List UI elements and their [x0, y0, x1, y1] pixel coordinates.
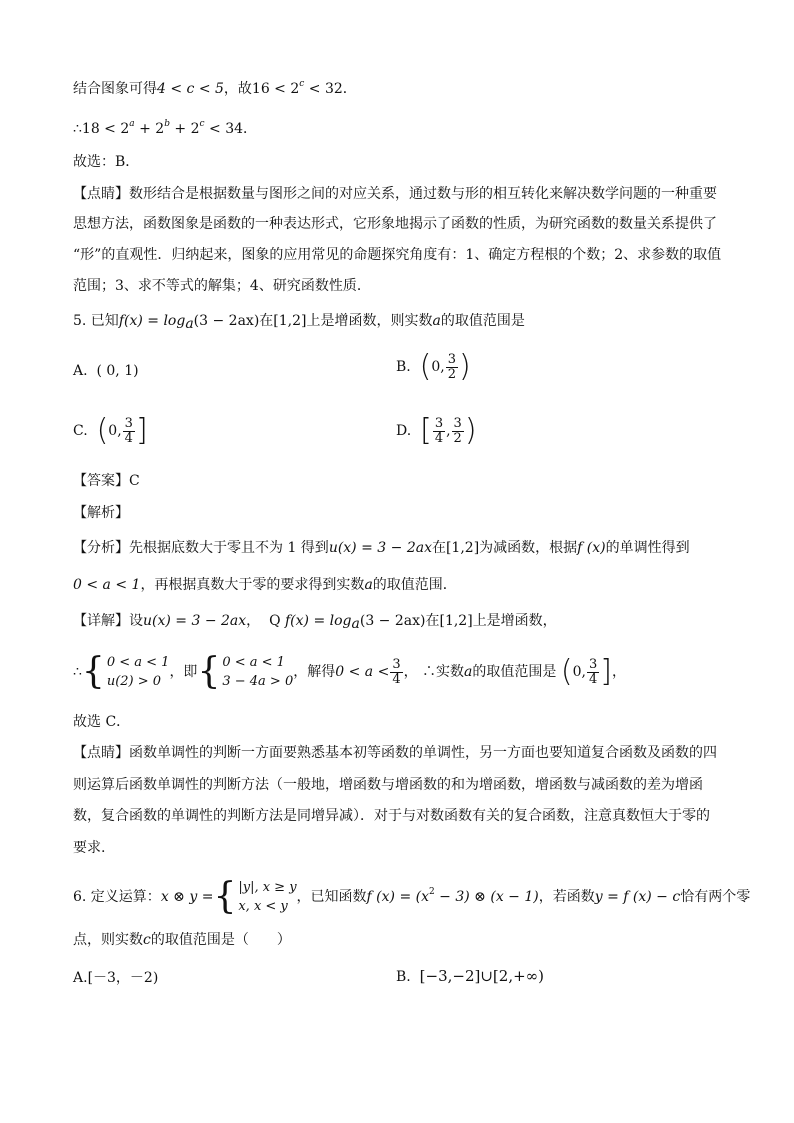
math: |y|, x ≥ y: [238, 880, 297, 895]
math-sup: c: [199, 119, 205, 129]
text: 上是增函数，则实数: [306, 313, 433, 329]
math-sub: a: [351, 616, 360, 632]
text: ，: [246, 613, 261, 629]
option-label: C.: [73, 423, 88, 439]
fraction-num: 3: [447, 351, 457, 367]
text: 数形结合是根据数量与图形之间的对应关系，通过数与形的相互转化来解决数学问题的一种重要: [129, 186, 717, 202]
option-label: B.: [396, 969, 411, 985]
remark-2-line-3: 数，复合函数的单调性的判断方法是同增异减）．对于与对数函数有关的复合函数，注意真数恒大于零的: [73, 808, 710, 824]
question-number: 6. 定义运算：: [73, 889, 161, 905]
question-number: 5. 已知: [73, 313, 119, 329]
text: 上是增函数，: [472, 613, 557, 629]
math: a: [464, 664, 473, 680]
text: 的取值范围是: [472, 664, 557, 680]
text: 的取值范围是（ ）: [150, 932, 291, 948]
option-value: [−3,−2]∪[2,+∞): [419, 967, 544, 985]
remark-2-line-2: 则运算后函数单调性的判断方法（一般地，增函数与增函数的和为增函数，增函数与减函数的差为增函: [73, 777, 703, 793]
math: 0 < a <: [335, 664, 390, 680]
text: ，已知函数: [296, 889, 367, 905]
therefore-symbol: ∴: [422, 664, 437, 680]
text: ，即: [169, 664, 198, 680]
math: 0,: [572, 664, 586, 680]
math-sup: b: [164, 119, 170, 129]
fraction-num: 3: [434, 415, 444, 431]
option-label: A.: [73, 363, 88, 379]
math-sup: 2: [429, 887, 435, 897]
text: ，故: [223, 81, 252, 97]
math: y = f (x) − c: [594, 889, 681, 905]
question-5: [73, 311, 525, 334]
math: 16 < 2: [251, 81, 300, 97]
text: ．: [342, 81, 357, 97]
math: c: [143, 932, 151, 948]
text: 先根据底数大于零且不为 1 得到: [129, 540, 329, 556]
math: < 34: [204, 121, 244, 137]
fraction-num: 3: [588, 656, 598, 672]
q6-option-b: [396, 967, 544, 985]
math: 0,: [431, 359, 445, 375]
text: ．: [243, 121, 258, 137]
text: 设: [129, 613, 143, 629]
answer-value: C: [129, 473, 140, 489]
math: f(x) = log: [118, 313, 186, 329]
math-sub: a: [185, 316, 194, 332]
math: [1,2]: [445, 540, 480, 556]
option-a: [73, 363, 139, 379]
math: − 3) ⊗ (x − 1): [434, 889, 539, 905]
analysis-tag: 【分析】: [73, 540, 129, 556]
fraction-den: 2: [453, 430, 462, 446]
choice-c-line: 故选 C．: [73, 714, 131, 730]
math: a: [432, 313, 441, 329]
option-d: D. [ $\frac{3}{4}$ , $\frac{3}{2}$ ): [396, 413, 477, 448]
text: 在: [425, 613, 440, 629]
option-label: B.: [396, 359, 411, 375]
text: ，解得: [293, 664, 336, 680]
math: + 2: [169, 121, 200, 137]
remark-tag: 【点睛】: [73, 745, 129, 761]
math: 0,: [108, 423, 122, 439]
conclusion-line-2: [73, 114, 257, 139]
fraction-num: 3: [124, 415, 133, 431]
question-6-line-2: [73, 930, 291, 950]
q6-option-a: [73, 967, 158, 987]
answer-tag: 【答案】: [73, 473, 129, 489]
option-label: A.: [73, 970, 88, 986]
detail-line-1: [73, 611, 557, 634]
math: 3 − 4a > 0: [222, 674, 294, 689]
math: (3 − 2ax): [359, 613, 426, 629]
text: 为减函数，根据: [479, 540, 578, 556]
math-inequality: 4 < c < 5: [157, 81, 224, 97]
fraction-den: 2: [447, 366, 457, 382]
option-b: B. (0, $\frac{3}{2}$ ): [396, 349, 471, 384]
text: 函数单调性的判断一方面要熟悉基本初等函数的单调性，另一方面也要知道复合函数及函数的四: [129, 745, 717, 761]
text: 点，则实数: [73, 932, 143, 948]
detail-line-2: ∴{ 0 < a < 1 u(2) > 0 ，即{ 0 < a < 1 3 − 4a > 0 ，解得0 < a < $\frac{3}{4}$ ， ∴实数a的取值范围是 (0, $\frac{3}{4}$ ]，: [73, 651, 626, 692]
math: u(2) > 0: [106, 674, 162, 689]
option-c: C. (0, $\frac{3}{4}$ ]: [73, 413, 148, 448]
fraction-den: 4: [124, 430, 133, 446]
remark-1-line-2: 思想方法，函数图象是函数的一种表达形式，它形象地揭示了函数的性质，为研究函数的数量关系提供了: [73, 216, 717, 232]
text: ，: [611, 664, 626, 680]
math: f(x) = log: [285, 613, 352, 629]
text: 恰有两个零: [680, 889, 751, 905]
remark-1-line-4: 范围；3、求不等式的解集；4、研究函数性质．: [73, 278, 371, 294]
fraction-den: 4: [588, 671, 598, 687]
text: ，再根据真数大于零的要求得到实数: [140, 577, 365, 593]
text: 的取值范围．: [372, 577, 457, 593]
math: [1,2]: [439, 613, 473, 629]
text: 在: [259, 313, 274, 329]
question-6-line-1: 6. 定义运算：x ⊗ y ={ |y|, x ≥ y x, x < y ，已知函数f $(x) = (x^2 - 3)$ ⊗ (x − 1)，若函数y = f (x) − c恰有两个零: [73, 876, 751, 917]
math: 0 < a < 1: [222, 655, 285, 670]
conclusion-line-1: [73, 74, 357, 99]
fraction-num: 3: [453, 415, 462, 431]
fraction-den: 4: [434, 430, 444, 446]
math: < 32: [304, 81, 343, 97]
math: [1,2]: [273, 313, 307, 329]
remark-tag: 【点睛】: [73, 186, 129, 202]
analysis-line-2: [73, 575, 457, 595]
fraction-den: 4: [392, 671, 401, 687]
analysis-heading: 【解析】: [73, 505, 129, 521]
answer-line: [73, 471, 140, 491]
remark-1-line-3: “形”的直观性．归纳起来，图象的应用常见的命题探究角度有：1、确定方程根的个数；2、求参数的取值: [73, 247, 722, 263]
detail-tag: 【详解】: [73, 613, 129, 629]
text: 实数: [436, 664, 465, 680]
text: 在: [431, 540, 446, 556]
math: 0 < a < 1: [73, 577, 141, 593]
math: 0 < a < 1: [106, 655, 170, 670]
option-label: D.: [396, 423, 412, 439]
math: a: [364, 577, 373, 593]
analysis-line-1: [73, 538, 690, 558]
math-sup: c: [299, 79, 305, 89]
text: 的取值范围是: [440, 313, 525, 329]
math: x ⊗ y =: [160, 889, 214, 905]
option-value: ( 0, 1): [96, 363, 139, 379]
remark-2-line-1: [73, 743, 717, 763]
math: Q: [269, 613, 281, 629]
math: + 2: [134, 121, 165, 137]
text: ，若函数: [538, 889, 595, 905]
math: u(x) = 3 − 2ax: [328, 540, 432, 556]
math: 18 < 2: [81, 121, 130, 137]
remark-1-line-1: [73, 184, 717, 204]
math: u(x) = 3 − 2ax: [143, 613, 247, 629]
therefore-symbol: ∴: [73, 664, 82, 680]
math: f (x): [577, 540, 606, 556]
math: f (x) = (x: [366, 889, 429, 905]
math: x, x < y: [238, 899, 288, 914]
text: 的单调性得到: [605, 540, 690, 556]
text: ，: [403, 664, 418, 680]
option-value: [－3，－2): [87, 970, 159, 986]
text: 结合图象可得: [73, 81, 157, 97]
math-sup: a: [129, 119, 135, 129]
math: (3 − 2ax): [193, 313, 260, 329]
fraction-num: 3: [392, 656, 401, 672]
remark-2-line-4: 要求.: [73, 840, 106, 856]
choice-b-line: 故选：B．: [73, 154, 140, 170]
therefore-symbol: ∴: [73, 121, 82, 137]
